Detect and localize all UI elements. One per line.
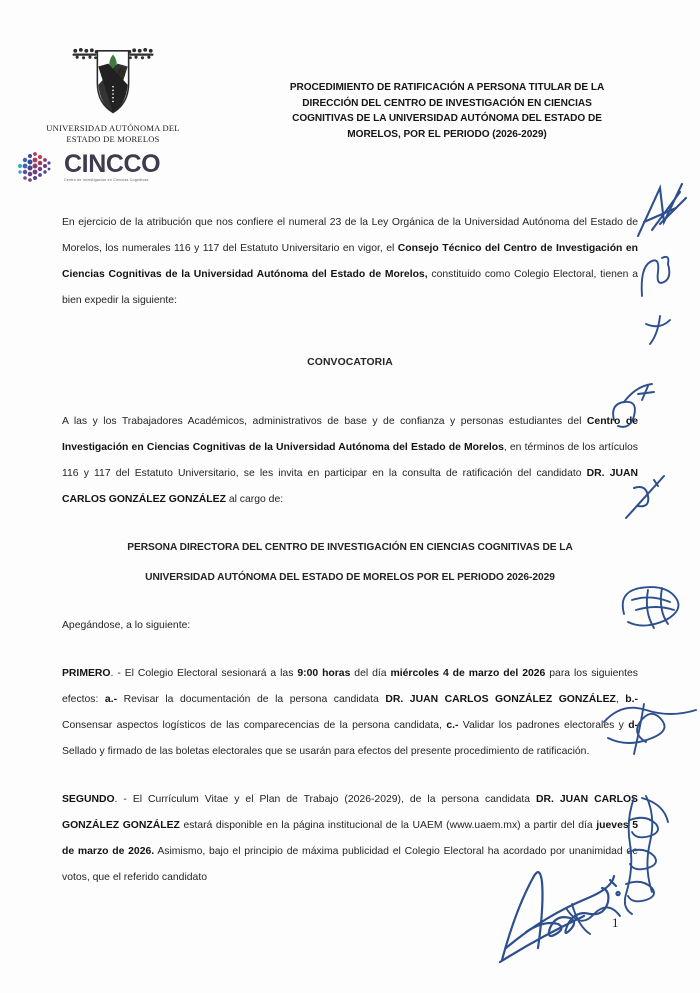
paragraph-adhering: Apegándose, a lo siguiente:: [62, 619, 191, 631]
cincco-logo-block: [16, 147, 196, 187]
intro-text-1: En ejercicio de la atribución que nos confiere el numeral 23 de la Ley Orgánica de la Universidad Autónoma del Estado de Morelos, los numerales 116 y 117 del Estatuto Universitario en vigor, el: [62, 217, 638, 254]
segundo-text-2: estará disponible en la página institucional de la UAEM (www.uaem.mx) a partir del día: [179, 819, 597, 831]
primero-label: PRIMERO: [62, 667, 111, 679]
primero-text-4: Revisar la documentación de la persona candidata: [117, 693, 386, 705]
segundo-candidate-name: DR. JUAN CARLOS GONZÁLEZ GONZÁLEZ: [62, 793, 638, 831]
signature-mark-9: [560, 900, 630, 960]
title-line-3: COGNITIVAS DE LA UNIVERSIDAD AUTÓNOMA DEL ESTADO DE: [292, 113, 602, 124]
position-line-2: UNIVERSIDAD AUTÓNOMA DEL ESTADO DE MORELOS POR EL PERIODO 2026-2029: [145, 571, 555, 583]
paragraph-primero: [62, 661, 638, 765]
intro-text-2: constituido como Colegio Electoral, tienen a bien expedir la siguiente:: [62, 269, 638, 306]
segundo-date: jueves 5 de marzo de 2026.: [62, 819, 638, 857]
signature-mark-2: [636, 248, 684, 304]
title-line-1: PROCEDIMIENTO DE RATIFICACIÓN A PERSONA TITULAR DE LA: [289, 82, 605, 93]
primero-text-2: del día: [350, 667, 391, 679]
primero-text-1: . - El Colegio Electoral sesionará a las: [110, 667, 298, 679]
convocatoria-heading: CONVOCATORIA: [307, 357, 393, 369]
uaem-coat-of-arms-icon: [67, 46, 159, 120]
segundo-label: SEGUNDO: [62, 793, 115, 805]
invite-text-1: A las y los Trabajadores Académicos, administrativos de base y de confianza y personas estudiantes del: [62, 415, 587, 427]
primero-text-8: Sellado y firmado de las boletas electorales que se usarán para efectos del presente procedimiento de ratificación.: [62, 745, 590, 757]
primero-date: miércoles 4 de marzo del 2026: [390, 667, 546, 679]
document-header: [0, 44, 700, 189]
document-body: [62, 210, 638, 891]
primero-item-b-marker: b.-: [625, 693, 638, 705]
uaem-logo-block: [18, 44, 208, 145]
invite-candidate-name: DR. JUAN CARLOS GONZÁLEZ GONZÁLEZ: [62, 467, 638, 505]
uaem-name-line-1: UNIVERSIDAD AUTÓNOMA DEL: [46, 123, 180, 133]
primero-candidate-name: DR. JUAN CARLOS GONZÁLEZ GONZÁLEZ: [385, 693, 616, 705]
cincco-wordmark: CINCCO: [64, 149, 161, 178]
segundo-text-1: . - El Currículum Vitae y el Plan de Trabajo (2026-2029), de la persona candidata: [114, 793, 536, 805]
cincco-type-block: [64, 149, 161, 183]
uaem-institution-name: [18, 123, 208, 145]
primero-text-3: para los siguientes efectos:: [62, 667, 638, 705]
invite-text-3: al cargo de:: [225, 493, 284, 505]
page-number: 1: [612, 915, 619, 930]
primero-item-a-marker: a.-: [104, 693, 118, 705]
signature-mark-3: [640, 312, 680, 352]
page-title: [248, 80, 646, 142]
title-line-2: DIRECCIÓN DEL CENTRO DE INVESTIGACIÓN EN CIENCIAS: [302, 97, 592, 109]
title-line-4: MORELOS, POR EL PERIODO (2026-2029): [347, 128, 547, 140]
invite-bold-1: Centro de Investigación en Ciencias Cognitivas de la Universidad Autónoma del Estado de Morelos: [62, 415, 638, 453]
invite-text-2: , en términos de los artículos 116 y 117 del Estatuto Universitario, se les invita en participar en la consulta de ratificación del candidato: [62, 441, 638, 479]
paragraph-intro: [62, 210, 638, 314]
cincco-subtitle: Centro de Investigación en Ciencias Cognitivas: [64, 177, 149, 182]
primero-text-7: Validar los padrones electorales y: [458, 719, 629, 731]
position-title: [62, 533, 638, 593]
primero-item-d-marker: d-: [628, 719, 638, 731]
cincco-mark-icon: [16, 149, 60, 185]
segundo-text-3: Asimismo, bajo el principio de máxima publicidad el Colegio Electoral ha acordado por unanimidad de votos, que el referido candidato: [62, 845, 638, 883]
position-line-1: PERSONA DIRECTORA DEL CENTRO DE INVESTIGACIÓN EN CIENCIAS COGNITIVAS DE LA: [127, 541, 573, 553]
primero-text-6: Consensar aspectos logísticos de las comparecencias de la persona candidata,: [62, 719, 447, 731]
primero-time: 9:00 horas: [297, 667, 351, 679]
paragraph-segundo: [62, 787, 638, 891]
paragraph-invite: [62, 409, 638, 513]
uaem-name-line-2: ESTADO DE MORELOS: [66, 134, 160, 144]
primero-text-5: ,: [615, 693, 626, 705]
intro-bold: Consejo Técnico del Centro de Investigación en Ciencias Cognitivas de la Universidad Autónoma del Estado de Morelos,: [62, 243, 638, 280]
primero-item-c-marker: c.-: [446, 719, 459, 731]
